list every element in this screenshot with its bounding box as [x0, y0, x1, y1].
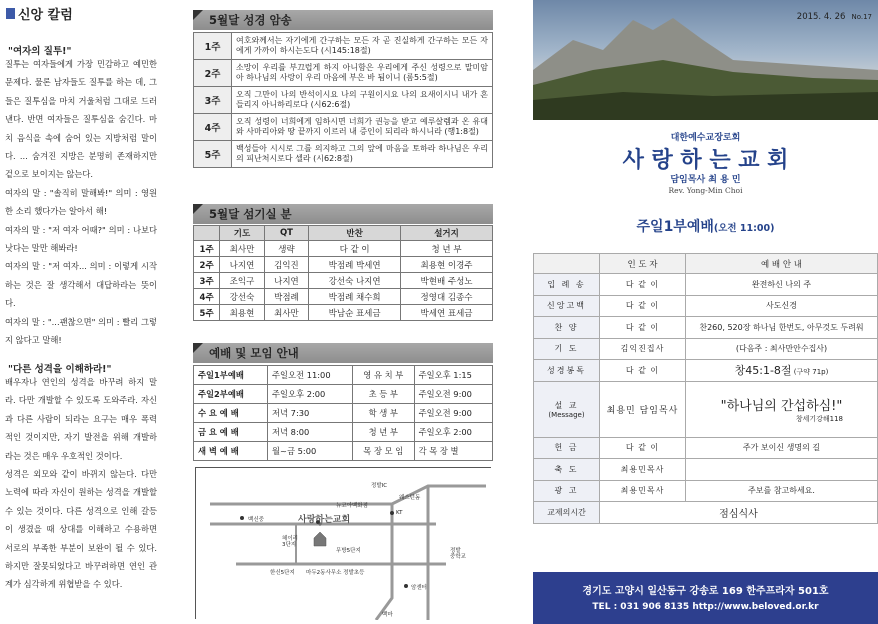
- worship-header-row: [534, 254, 878, 274]
- column-title: [6, 4, 73, 23]
- verse-text: 오직 그만이 나의 반석이시요 나의 구원이시요 나의 요새이시니 내가 흔들리지 아니하리로다 (시62:6절): [232, 87, 493, 114]
- worship-order-table: [533, 253, 878, 524]
- worship-leader: 다 같 이: [600, 317, 686, 339]
- duty-column-header: [194, 226, 220, 241]
- worship-row: [534, 274, 878, 296]
- worship-leader: 최용민목사: [600, 459, 686, 481]
- worship-item-name: 헌 금: [554, 443, 579, 453]
- worship-content-text: 찬260, 520장 하나님 한번도, 아무것도 두려워: [699, 322, 864, 332]
- worship-content: [686, 295, 878, 317]
- worship-content: [686, 381, 878, 437]
- worship-item-label: [534, 437, 600, 459]
- duty-row: [194, 257, 493, 273]
- worship-item-label: [534, 295, 600, 317]
- duty-cell: 박세연 표세금: [401, 305, 493, 321]
- duty-header-row: [194, 226, 493, 241]
- verse-row: [194, 141, 493, 168]
- worship-column-header: 예 배 안 내: [686, 254, 878, 274]
- verse-row: [194, 60, 493, 87]
- worship-content-text: 주가 보이신 생명의 길: [742, 443, 821, 453]
- duty-cell: 박점례 박세연: [309, 257, 401, 273]
- worship-row: [534, 480, 878, 502]
- map-label: 뉴코아백화점: [336, 503, 368, 509]
- duty-cell: 김익진: [264, 257, 308, 273]
- worship-content-text: (다음주 : 최사만안수집사): [735, 344, 828, 354]
- schedule-name: 수 요 예 배: [194, 404, 268, 423]
- worship-content-extra: 창세기강해118: [795, 414, 843, 423]
- schedule-time: 주일오전 9:00: [414, 385, 492, 404]
- verse-text: 여호와께서는 자기에게 간구하는 모든 자 곧 진실하게 간구하는 모든 자에게 가까이 하시는도다 (시145:18절): [232, 33, 493, 60]
- schedule-title: 예배 및 모임 안내: [209, 346, 299, 360]
- address: 경기도 고양시 일산동구 강송로 169 한주프라자 501호: [582, 586, 829, 597]
- worship-item-label: [534, 381, 600, 437]
- duty-cell: 박점례: [264, 289, 308, 305]
- map-label: 웨스턴돔: [399, 495, 421, 501]
- week-label: 2주: [194, 60, 232, 87]
- worship-leader: 다 같 이: [600, 274, 686, 296]
- week-label: 4주: [194, 289, 220, 305]
- week-label: 4주: [194, 114, 232, 141]
- worship-content-text: 사도신경: [766, 301, 797, 311]
- info-column: [193, 0, 493, 624]
- corner-icon: [193, 10, 203, 20]
- worship-item-name: 입 례 송: [547, 279, 586, 289]
- week-label: 2주: [194, 257, 220, 273]
- worship-row: [534, 459, 878, 481]
- duty-cell: 청 년 부: [401, 241, 493, 257]
- worship-item-sublabel: (Message): [548, 410, 585, 419]
- schedule-name: 청 년 부: [353, 423, 415, 442]
- duty-cell: 박남순 표세금: [309, 305, 401, 321]
- schedule-time: 주일오후 2:00: [268, 385, 353, 404]
- schedule-time: 주일오후 2:00: [414, 423, 492, 442]
- worship-item-name: 신앙고백: [547, 301, 586, 311]
- duty-cell: 최용현 이경주: [401, 257, 493, 273]
- duty-title: 5월달 섬기실 분: [209, 207, 292, 221]
- mountain-photo: [533, 0, 878, 120]
- duty-column-header: 설거지: [401, 226, 493, 241]
- schedule-header: [193, 343, 493, 363]
- duty-cell: 박점례 채수희: [309, 289, 401, 305]
- verses-table: [193, 32, 493, 168]
- duty-row: [194, 289, 493, 305]
- week-label: 1주: [194, 241, 220, 257]
- duty-header: [193, 204, 493, 224]
- duty-table: [193, 225, 493, 321]
- essay1-heading: "여자의 질투!": [8, 46, 72, 57]
- worship-content-text: 점심식사: [719, 508, 758, 520]
- worship-row: [534, 502, 878, 524]
- essay1-body: 질투는 여자들에게 가장 민감하고 예민한 문제다. 물론 남자들도 질투를 하는 데, 그들은 질투심을 마치 거울처럼 그대로 드러낸다. 반면 여자들은 질투심을 숨긴다. 마치 음식을 속에 숨어 있는 지방처럼 말이다. ... 숨겨진 지방은 분명히 존재하지만 겉으로 보이지는 않는다. 여자의 말 : "솔직히 말해봐!" 의미 : 영원한 소리 했다가는 알아서 해! 여자의 말 : "저 여자 어때?" 의미 : 나보다 낫다는 말만 해봐라! 여자의 말 : "저 여자... 의미 : 이렇게 시작하는 것은 잘 생각해서 대답하라는 뜻이다. 여자의 말 : "...괜찮으면" 의미 : 빨리 그렇지 않다고 말해!: [5, 59, 157, 346]
- worship-content: [686, 437, 878, 459]
- schedule-name: 주일2부예배: [194, 385, 268, 404]
- verses-header: [193, 10, 493, 30]
- schedule-name: 학 생 부: [353, 404, 415, 423]
- week-label: 5주: [194, 305, 220, 321]
- essay2-heading: "다른 성격을 이해하라!": [8, 364, 112, 375]
- schedule-name: 초 등 부: [353, 385, 415, 404]
- duty-row: [194, 241, 493, 257]
- duty-cell: 최용현: [220, 305, 264, 321]
- map-label: 백신중: [248, 517, 264, 523]
- worship-content: [686, 338, 878, 360]
- duty-cell: 최사만: [264, 305, 308, 321]
- map-label: KT: [396, 510, 403, 516]
- worship-item-label: [534, 502, 600, 524]
- worship-title: [533, 216, 878, 242]
- worship-column-header: [534, 254, 600, 274]
- worship-title-text: 주일1부예배: [636, 219, 714, 235]
- column-title-text: 신앙 칼럼: [18, 8, 73, 23]
- map-label: 정발 중학교: [450, 548, 466, 560]
- worship-item-name: 광 고: [554, 486, 579, 496]
- worship-leader: 최용민 담임목사: [600, 381, 686, 437]
- map-label: 암센터: [411, 585, 427, 591]
- corner-icon: [193, 343, 203, 353]
- worship-item-label: [534, 360, 600, 382]
- verse-row: [194, 33, 493, 60]
- verse-text: 오직 성령이 너희에게 임하시면 너희가 권능을 받고 예루살렘과 온 유대와 사마리아와 땅 끝까지 이르러 내 증인이 되리라 하시니라 (행1:8절): [232, 114, 493, 141]
- schedule-time: 주일오후 1:15: [414, 366, 492, 385]
- bulletin-cover: [533, 0, 878, 624]
- map-label: 마두2동사무소 정발초등: [306, 570, 365, 576]
- week-label: 5주: [194, 141, 232, 168]
- worship-item-label: [534, 338, 600, 360]
- verses-title: 5월달 성경 암송: [209, 13, 292, 27]
- worship-content: [686, 480, 878, 502]
- church-name: 사 랑 하 는 교 회: [622, 148, 789, 173]
- map-roads: [196, 468, 492, 620]
- worship-leader: 최용민목사: [600, 480, 686, 502]
- duty-cell: 강선숙 나지연: [309, 273, 401, 289]
- worship-content-text: 창45:1-8절: [734, 364, 792, 378]
- worship-item-label: [534, 274, 600, 296]
- duty-cell: 정영대 김종수: [401, 289, 493, 305]
- worship-row: [534, 437, 878, 459]
- duty-cell: 조익구: [220, 273, 264, 289]
- worship-leader: 다 같 이: [600, 295, 686, 317]
- duty-row: [194, 305, 493, 321]
- worship-item-name: 교제의시간: [547, 507, 586, 517]
- worship-time: (오전 11:00): [713, 223, 775, 234]
- worship-leader: 다 같 이: [600, 360, 686, 382]
- schedule-time: 주일오전 11:00: [268, 366, 353, 385]
- schedule-name: 주일1부예배: [194, 366, 268, 385]
- worship-row: [534, 317, 878, 339]
- essay2-body: 배우자나 연인의 성격을 바꾸려 하지 말라. 다만 개발할 수 있도록 도와주라. 자신과 다른 사람이 되라는 요구는 매우 폭력적인 것이지만, 자기 발전을 위해 개발하라는 것은 매우 우호적인 것이다. 성격은 외모와 같이 바뀌지 않는다. 다만 노력에 따라 자신이 원하는 성격을 개발할 수 있는 것이다. 다른 성격으로 인해 갈등이 생겼을 때 상대를 이해하고 수용하면 서로의 부족한 부분이 보완이 될 수 있다. 하지만 잘못되었다고 바꾸려하면 연인 관계가 심각하게 위협받을 수 있다.: [5, 377, 157, 590]
- verse-text: 소망이 우리를 부끄럽게 하지 아니함은 우리에게 주신 성령으로 말미암아 하나님의 사랑이 우리 마음에 부은 바 됨이니 (롬5:5절): [232, 60, 493, 87]
- schedule-row: [194, 385, 493, 404]
- worship-content: [686, 459, 878, 481]
- contact: TEL : 031 906 8135 http://www.beloved.or.kr: [592, 602, 819, 612]
- worship-content-text: 주보를 참고하세요.: [748, 486, 815, 496]
- worship-content-extra: (구약 71p): [791, 368, 829, 377]
- worship-row: [534, 295, 878, 317]
- worship-content: [600, 502, 878, 524]
- schedule-name: 금 요 예 배: [194, 423, 268, 442]
- schedule-row: [194, 404, 493, 423]
- pastor-name: 담임목사 최 용 민: [670, 175, 741, 185]
- church-footer: [533, 572, 878, 624]
- week-label: 1주: [194, 33, 232, 60]
- duty-cell: 강선숙: [220, 289, 264, 305]
- worship-content: [686, 360, 878, 382]
- verse-row: [194, 87, 493, 114]
- schedule-time: 월~금 5:00: [268, 442, 353, 461]
- schedule-row: [194, 423, 493, 442]
- duty-row: [194, 273, 493, 289]
- duty-column-header: 반찬: [309, 226, 401, 241]
- denomination: 대한예수교장로회: [670, 133, 741, 143]
- date-text: 2015. 4. 26: [796, 12, 846, 22]
- map-label: 무방5단지: [336, 548, 361, 554]
- worship-leader: 다 같 이: [600, 437, 686, 459]
- map-label: 헤이리 3단지: [282, 536, 298, 548]
- corner-icon: [193, 204, 203, 214]
- column-section: [0, 0, 176, 624]
- week-label: 3주: [194, 273, 220, 289]
- duty-cell: 나지연: [220, 257, 264, 273]
- worship-item-name: 기 도: [554, 344, 579, 354]
- worship-row: [534, 381, 878, 437]
- issue-number: No.17: [851, 13, 872, 21]
- duty-column-header: QT: [264, 226, 308, 241]
- worship-leader: 김익진집사: [600, 338, 686, 360]
- worship-item-name: 성경봉독: [547, 365, 586, 375]
- duty-cell: 나지연: [264, 273, 308, 289]
- schedule-row: [194, 366, 493, 385]
- worship-row: [534, 360, 878, 382]
- map-label: 한신5단지: [270, 570, 295, 576]
- worship-item-label: [534, 480, 600, 502]
- issue-date: [797, 12, 872, 22]
- map-label: 정발IC: [371, 483, 388, 489]
- location-map: [195, 467, 491, 619]
- worship-row: [534, 338, 878, 360]
- worship-item-name: 축 도: [554, 464, 579, 474]
- schedule-time: 각 목 장 별: [414, 442, 492, 461]
- pastor-name-en: Rev. Yong-Min Choi: [668, 186, 743, 195]
- worship-content: [686, 274, 878, 296]
- schedule-table: [193, 365, 493, 461]
- worship-content-text: 완전하신 나의 주: [751, 279, 812, 289]
- schedule-name: 영 유 치 부: [353, 366, 415, 385]
- verse-text: 백성들아 시시로 그를 의지하고 그의 앞에 마음을 토하라 하나님은 우리의 피난처시로다 셀라 (시62:8절): [232, 141, 493, 168]
- square-icon: [6, 8, 15, 19]
- schedule-time: 저녁 7:30: [268, 404, 353, 423]
- schedule-name: 새 벽 예 배: [194, 442, 268, 461]
- schedule-name: 목 장 모 임: [353, 442, 415, 461]
- map-label: 백마: [382, 612, 393, 618]
- worship-content-text: "하나님의 간섭하심!": [720, 398, 843, 414]
- schedule-time: 주일오전 9:00: [414, 404, 492, 423]
- duty-cell: 최사만: [220, 241, 264, 257]
- worship-item-label: [534, 317, 600, 339]
- worship-item-label: [534, 459, 600, 481]
- worship-item-name: 설 교: [554, 400, 579, 410]
- verse-row: [194, 114, 493, 141]
- schedule-time: 저녁 8:00: [268, 423, 353, 442]
- duty-cell: 다 같 이: [309, 241, 401, 257]
- worship-item-name: 찬 양: [554, 322, 579, 332]
- map-church-label: 사랑하는교회: [298, 515, 351, 525]
- week-label: 3주: [194, 87, 232, 114]
- worship-content: [686, 317, 878, 339]
- duty-cell: 박현배 주성노: [401, 273, 493, 289]
- worship-column-header: 인 도 자: [600, 254, 686, 274]
- schedule-row: [194, 442, 493, 461]
- duty-column-header: 기도: [220, 226, 264, 241]
- duty-cell: 생략: [264, 241, 308, 257]
